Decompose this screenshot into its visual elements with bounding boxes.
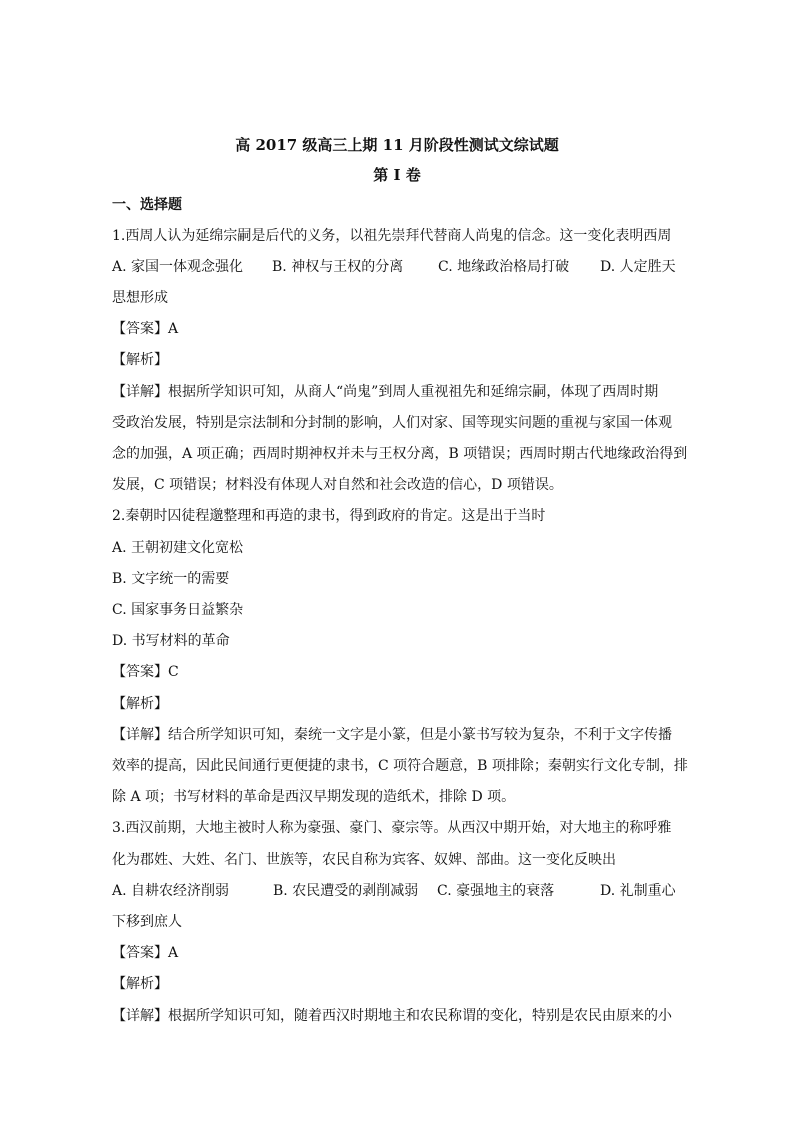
question-3-stem-line-1: 3.西汉前期，大地主被时人称为豪强、豪门、豪宗等。从西汉中期开始，对大地主的称呼雅 [112,820,672,836]
question-2-detail-line-2: 效率的提高，因此民间通行更便捷的隶书，C 项符合题意，B 项排除；秦朝实行文化专制，排 [112,758,688,774]
question-1-detail-line-3: 念的加强，A 项正确；西周时期神权并未与王权分离，B 项错误；西周时期古代地缘政治得到 [112,446,688,462]
question-1-option-d-continued: 思想形成 [112,290,168,306]
question-2-analysis-label: 【解析】 [112,696,168,712]
question-3-option-a: A. 自耕农经济削弱 [112,883,230,899]
question-3-analysis-label: 【解析】 [112,976,168,992]
exam-title: 高 2017 级高三上期 11 月阶段性测试文综试题 [235,136,559,154]
question-2-option-b: B. 文字统一的需要 [112,571,230,587]
question-1-option-b: B. 神权与王权的分离 [272,259,404,275]
question-1-answer: 【答案】A [112,321,179,337]
question-3-option-b: B. 农民遭受的剥削减弱 [273,883,419,899]
question-1-analysis-label: 【解析】 [112,352,168,368]
question-2-detail-line-1: 【详解】结合所学知识可知，秦统一文字是小篆，但是小篆书写较为复杂，不利于文字传播 [112,727,672,743]
volume-heading: 第 I 卷 [373,166,421,184]
question-2-answer: 【答案】C [112,664,179,680]
question-3-stem-line-2: 化为郡姓、大姓、名门、世族等，农民自称为宾客、奴婢、部曲。这一变化反映出 [112,852,616,868]
question-3-answer: 【答案】A [112,945,179,961]
question-2-stem: 2.秦朝时囚徒程邈整理和再造的隶书，得到政府的肯定。这是出于当时 [112,508,546,524]
question-1-detail-line-2: 受政治发展，特别是宗法制和分封制的影响，人们对家、国等现实问题的重视与家国一体观 [112,415,672,431]
question-3-option-c: C. 豪强地主的衰落 [437,883,555,899]
question-1-option-d: D. 人定胜天 [600,259,676,275]
question-2-option-c: C. 国家事务日益繁杂 [112,602,244,618]
question-1-detail-line-1: 【详解】根据所学知识可知，从商人“尚鬼”到周人重视祖先和延绵宗嗣，体现了西周时期 [112,384,659,400]
question-1-detail-line-4: 发展，C 项错误；材料没有体现人对自然和社会改造的信心，D 项错误。 [112,477,563,493]
question-1-option-c: C. 地缘政治格局打破 [438,259,570,275]
question-2-detail-line-3: 除 A 项；书写材料的革命是西汉早期发现的造纸术，排除 D 项。 [112,789,516,805]
question-3-option-d-continued: 下移到庶人 [112,914,182,930]
question-1-option-a: A. 家国一体观念强化 [112,259,244,275]
question-3-option-d: D. 礼制重心 [600,883,676,899]
section-heading: 一、选择题 [112,197,182,213]
question-3-detail-line-1: 【详解】根据所学知识可知，随着西汉时期地主和农民称谓的变化，特别是农民由原来的小 [112,1008,672,1024]
question-2-option-d: D. 书写材料的革命 [112,633,230,649]
question-2-option-a: A. 王朝初建文化宽松 [112,540,244,556]
question-1-stem: 1.西周人认为延绵宗嗣是后代的义务，以祖先崇拜代替商人尚鬼的信念。这一变化表明西周 [112,228,672,244]
